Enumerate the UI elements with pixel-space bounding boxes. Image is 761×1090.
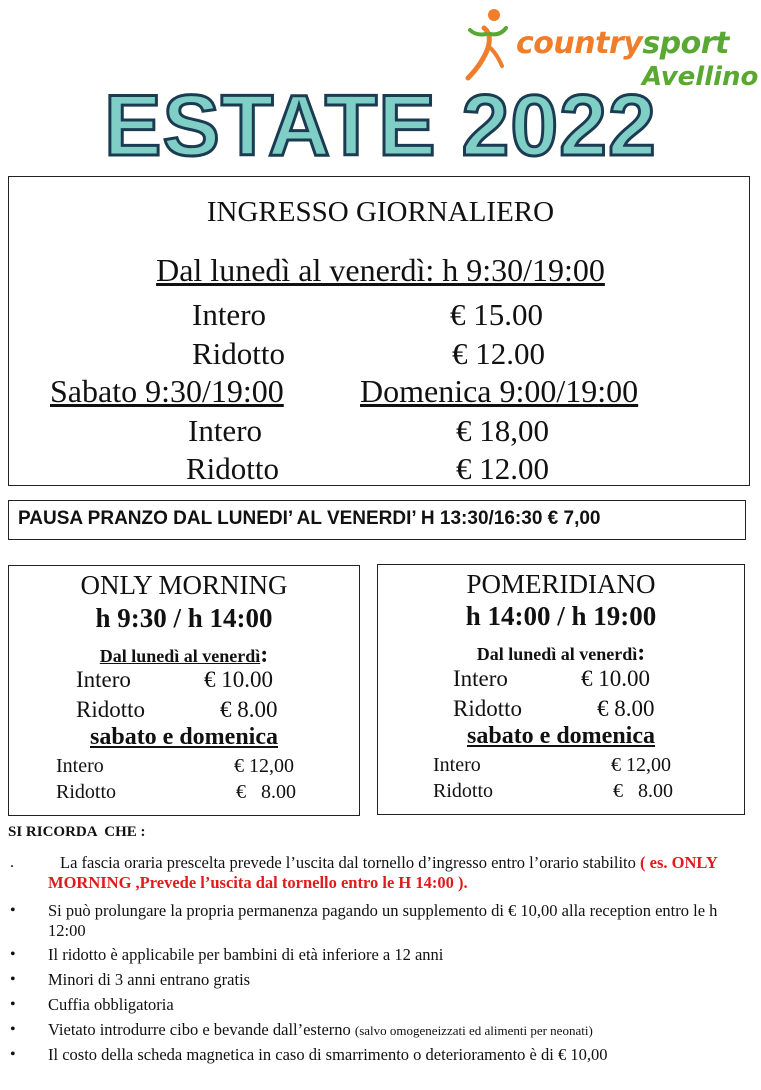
bullet-icon: •	[10, 996, 16, 1013]
afternoon-hours: h 14:00 / h 19:00	[465, 601, 657, 631]
sunday-title: Domenica 9:00/19:00	[360, 373, 639, 409]
morning-we-reduced-price: € 8.00	[236, 781, 296, 803]
morning-reduced-label: Ridotto	[76, 697, 146, 722]
reminder-item-7: Il costo della scheda magnetica in caso di smarrimento o deterioramento è di € 10,00	[48, 1045, 608, 1064]
saturday-title: Sabato 9:30/19:00	[50, 373, 284, 409]
weekend-reduced-price: € 12.00	[456, 451, 549, 486]
weekend-full-price: € 18,00	[456, 413, 549, 448]
morning-we-full-label: Intero	[56, 755, 104, 777]
weekend-reduced-label: Ridotto	[186, 451, 280, 486]
afternoon-reduced-price: € 8.00	[597, 696, 655, 721]
weekday-reduced-price: € 12.00	[452, 336, 545, 371]
morning-week-label: Dal lunedì al venerdì:	[99, 642, 269, 668]
afternoon-we-full-price: € 12,00	[611, 754, 671, 776]
bullet-icon: •	[10, 1046, 16, 1063]
weekday-full-price: € 15.00	[450, 297, 543, 332]
bullet-icon: •	[10, 902, 16, 919]
morning-weekend-label: sabato e domenica	[90, 724, 278, 750]
afternoon-week-label: Dal lunedì al venerdì:	[476, 640, 646, 666]
afternoon-full-label: Intero	[453, 666, 508, 691]
afternoon-full-price: € 10.00	[581, 666, 650, 691]
runner-icon	[462, 6, 522, 86]
bullet-icon: •	[10, 946, 16, 963]
afternoon-we-full-label: Intero	[433, 754, 481, 776]
weekend-full-label: Intero	[188, 413, 263, 448]
morning-reduced-price: € 8.00	[220, 697, 278, 722]
morning-we-full-price: € 12,00	[234, 755, 294, 777]
reminder-item-1: La fascia oraria prescelta prevede l’uscita dal tornello d’ingresso entro l’orario stabilito ( es. ONLY MORNING ,Prevede l’uscita dal tornello entro le H 14:00 ).	[48, 853, 718, 892]
weekday-full-label: Intero	[192, 297, 267, 332]
afternoon-we-reduced-label: Ridotto	[433, 780, 494, 802]
morning-full-label: Intero	[76, 667, 131, 692]
reminder-item-5: Cuffia obbligatoria	[48, 995, 174, 1014]
afternoon-we-reduced-price: € 8.00	[613, 780, 673, 802]
logo-city: Avellino	[642, 62, 759, 92]
lunch-break-text: PAUSA PRANZO DAL LUNEDI’ AL VENERDI’ H 13:30/16:30 € 7,00	[18, 508, 601, 529]
morning-title: ONLY MORNING	[80, 570, 288, 600]
reminder-item-6: Vietato introdurre cibo e bevande dall’esterno (salvo omogeneizzati ed alimenti per neonati)	[48, 1020, 593, 1039]
reminder-item-4: Minori di 3 anni entrano gratis	[48, 970, 251, 989]
bullet-icon: .	[10, 854, 14, 871]
page-title: ESTATE 2022	[104, 78, 657, 174]
afternoon-reduced-label: Ridotto	[453, 696, 523, 721]
reminders-heading: SI RICORDA CHE :	[8, 824, 146, 840]
bullet-icon: •	[10, 1021, 16, 1038]
daily-heading: INGRESSO GIORNALIERO	[206, 196, 555, 228]
bullet-icon: •	[10, 971, 16, 988]
reminder-item-3: Il ridotto è applicabile per bambini di età inferiore a 12 anni	[48, 945, 444, 964]
afternoon-weekend-label: sabato e domenica	[467, 723, 655, 749]
morning-we-reduced-label: Ridotto	[56, 781, 117, 803]
reminder-item-2: Si può prolungare la propria permanenza pagando un supplemento di € 10,00 alla reception entro le h 12:00	[48, 901, 718, 940]
weekday-reduced-label: Ridotto	[192, 336, 286, 371]
afternoon-title: POMERIDIANO	[466, 569, 656, 599]
morning-full-price: € 10.00	[204, 667, 273, 692]
logo-brand: countrysport	[516, 26, 729, 61]
weekday-title: Dal lunedì al venerdì: h 9:30/19:00	[156, 252, 605, 288]
morning-hours: h 9:30 / h 14:00	[95, 603, 273, 633]
